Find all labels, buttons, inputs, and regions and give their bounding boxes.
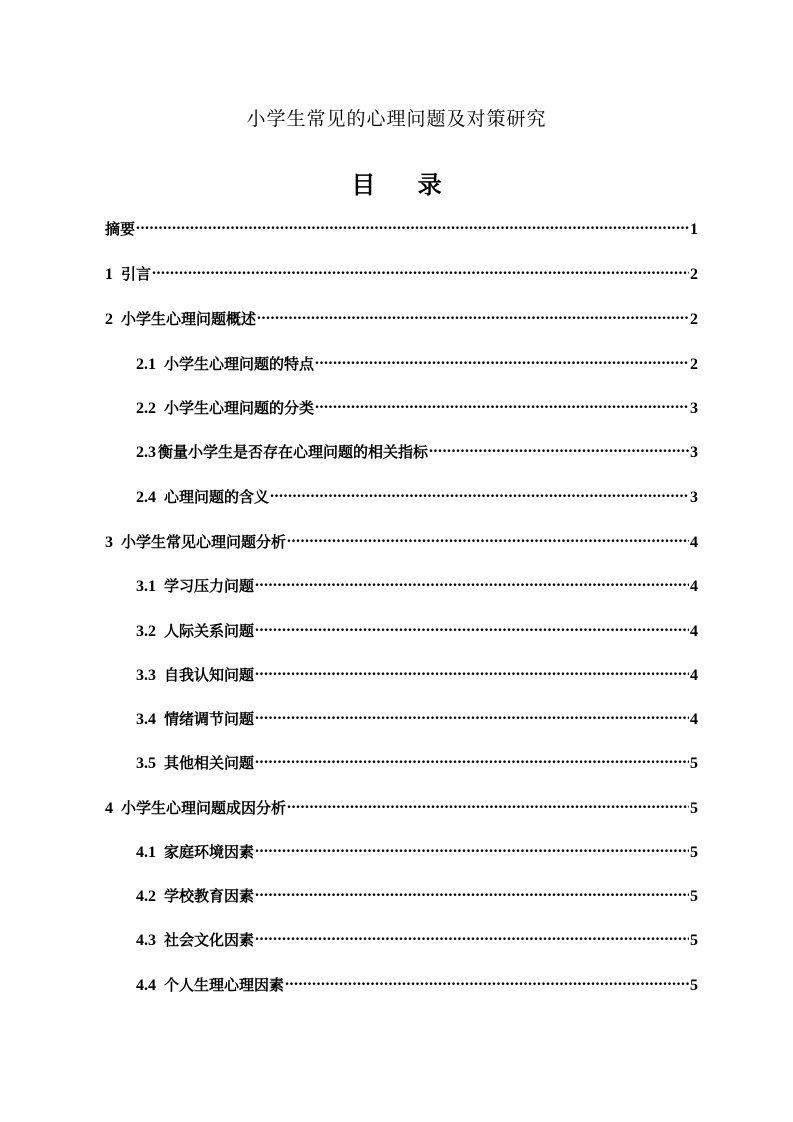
toc-entry-number: 2.1 [136,356,156,373]
toc-entry-text: 情绪调节问题 [164,710,255,728]
toc-entry-text: 小学生心理问题概述 [121,310,257,328]
dot-leader [285,974,689,990]
dot-leader [287,531,689,547]
toc-page-number: 1 [690,221,698,238]
toc-entry-number: 2.4 [136,489,156,506]
dot-leader [255,708,689,724]
toc-page-number: 5 [690,888,698,905]
toc-page-number: 5 [690,800,698,817]
toc-page-number: 4 [690,534,698,551]
toc-entry-number: 4.4 [136,977,156,994]
toc-entry-text: 人际关系问题 [164,622,255,640]
dot-leader [257,308,689,324]
toc-entry-text: 社会文化因素 [164,931,255,949]
toc-page-number: 5 [690,844,698,861]
toc-page-number: 4 [690,711,698,728]
toc-entry-2[interactable] [105,308,698,329]
toc-entry-text: 摘要 [105,220,136,238]
toc-page-number: 4 [690,623,698,640]
toc-page-number: 3 [690,400,698,417]
toc-page-number: 4 [690,578,698,595]
toc-entry-text: 学习压力问题 [164,577,255,595]
toc-entry-number: 2.3 [136,444,156,461]
toc-entry-4-2[interactable] [136,885,698,906]
toc-entry-number: 2 [105,311,113,328]
toc-entry-text: 小学生常见心理问题分析 [121,533,287,551]
dot-leader [255,575,689,591]
toc-entry-2-1[interactable] [136,353,698,374]
toc-entry-text: 衡量小学生是否存在心理问题的相关指标 [158,443,429,461]
toc-page-number: 3 [690,489,698,506]
dot-leader [255,664,689,680]
toc-entry-2-2[interactable] [136,397,698,418]
toc-entry-3[interactable] [105,531,698,552]
toc-entry-number: 4.3 [136,932,156,949]
toc-entry-text: 引言 [121,265,152,283]
toc-entry-text: 小学生心理问题的特点 [164,355,315,373]
toc-entry-text: 小学生心理问题成因分析 [121,799,287,817]
toc-page-number: 4 [690,667,698,684]
toc-entry-number: 3 [105,534,113,551]
toc-entry-text: 小学生心理问题的分类 [164,399,315,417]
dot-leader [255,929,689,945]
toc-entry-4-3[interactable] [136,929,698,950]
toc-entry-number: 3.3 [136,667,156,684]
document-title: 小学生常见的心理问题及对策研究 [246,108,547,130]
toc-entry-text: 自我认知问题 [164,666,255,684]
toc-entry-number: 4.1 [136,844,156,861]
dot-leader [315,397,689,413]
toc-entry-2-4[interactable] [136,486,698,507]
toc-entry-text: 个人生理心理因素 [164,976,285,994]
toc-entry-number: 4 [105,800,113,817]
toc-entry-number: 1 [105,266,113,283]
toc-entry-3-2[interactable] [136,620,698,641]
toc-page-number: 5 [690,977,698,994]
toc-page-number: 5 [690,755,698,772]
toc-entry-3-3[interactable] [136,664,698,685]
dot-leader [255,752,689,768]
toc-entry-text: 其他相关问题 [164,754,255,772]
toc-entry-number: 2.2 [136,400,156,417]
dot-leader [315,353,689,369]
dot-leader [152,263,689,279]
toc-entry-text: 家庭环境因素 [164,843,255,861]
toc-entry-3-4[interactable] [136,708,698,729]
toc-entry-text: 学校教育因素 [164,887,255,905]
toc-entry-number: 4.2 [136,888,156,905]
toc-entry-number: 3.5 [136,755,156,772]
toc-entry-2-3[interactable] [136,441,698,462]
toc-entry-1[interactable] [105,263,698,284]
dot-leader [255,885,689,901]
dot-leader [270,486,689,502]
toc-entry-number: 3.1 [136,578,156,595]
dot-leader [255,620,689,636]
toc-page-number: 5 [690,932,698,949]
dot-leader [255,841,689,857]
dot-leader [429,441,689,457]
toc-entry-3-5[interactable] [136,752,698,773]
toc-page-number: 3 [690,444,698,461]
toc-entry-number: 3.2 [136,623,156,640]
toc-page-number: 2 [690,266,698,283]
dot-leader [136,218,689,234]
toc-page-number: 2 [690,311,698,328]
toc-entry-number: 3.4 [136,711,156,728]
toc-entry-abstract[interactable] [105,218,698,239]
toc-entry-4-1[interactable] [136,841,698,862]
toc-page-number: 2 [690,356,698,373]
toc-heading: 目 录 [351,171,442,199]
toc-entry-4-4[interactable] [136,974,698,995]
toc-entry-3-1[interactable] [136,575,698,596]
dot-leader [287,797,689,813]
toc-entry-text: 心理问题的含义 [164,488,270,506]
toc-entry-4[interactable] [105,797,698,818]
